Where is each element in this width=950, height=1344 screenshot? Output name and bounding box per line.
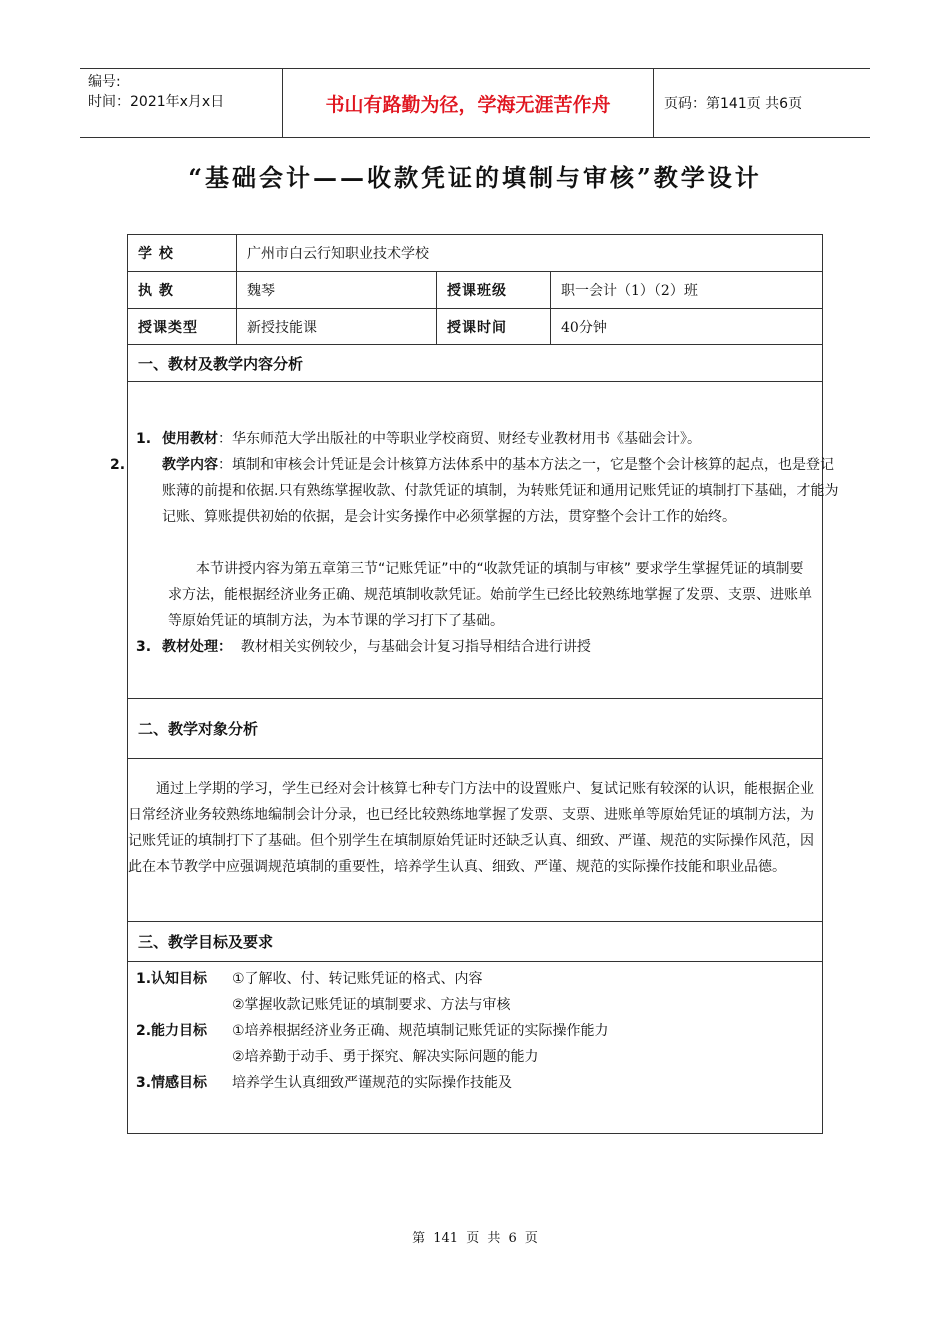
- header-motto: 书山有路勤为径，学海无涯苦作舟: [282, 69, 654, 137]
- serial-label: 编号:: [88, 74, 121, 90]
- section2-body: [128, 759, 822, 922]
- item-3-label: 教材处理：: [162, 639, 232, 655]
- teacher-label: 执 教: [138, 283, 174, 299]
- page-header: [80, 68, 870, 138]
- goal-4-text: ②培养勤于动手、勇于探究、解决实际问题的能力: [232, 1049, 539, 1065]
- goal-5-label: 3.情感目标: [136, 1075, 208, 1091]
- school-row: [128, 235, 822, 272]
- goal-1-label: 1.认知目标: [136, 971, 208, 987]
- item-3-num: 3.: [136, 639, 152, 655]
- teacher-value: 魏琴: [236, 272, 436, 308]
- page-footer: 第 141 页 共 6 页: [412, 1231, 538, 1246]
- time-value: 40分钟: [550, 309, 822, 344]
- item-2-num: 2.: [110, 457, 126, 473]
- goal-4: [136, 1044, 539, 1070]
- item-1-num: 1.: [136, 431, 152, 447]
- item-3: [136, 634, 816, 660]
- goal-1-text: ①了解收、付、转记账凭证的格式、内容: [232, 971, 483, 987]
- section1-para2: 本节讲授内容为第五章第三节“记账凭证”中的“收款凭证的填制与审核” 要求学生掌握凭证的填制要求方法，能根据经济业务正确、规范填制收款凭证。始前学生已经比较熟练地掌握了发票、支票、进账单等原始凭证的填制方法，为本节课的学习打下了基础。: [168, 561, 812, 629]
- lesson-plan-table: [110, 234, 839, 1134]
- section1-heading: 一、教材及教学内容分析: [128, 345, 822, 382]
- section3-body: [128, 962, 822, 1133]
- item-1-text: ：华东师范大学出版社的中等职业学校商贸、财经专业教材用书《基础会计》。: [218, 431, 701, 447]
- header-page-info: 页码：第141页 共6页: [664, 96, 803, 112]
- class-label: 授课班级: [436, 272, 550, 308]
- item-2: [110, 452, 842, 530]
- type-value: 新授技能课: [236, 309, 436, 344]
- section1-body: [110, 382, 839, 699]
- goal-3: [136, 1018, 609, 1044]
- teacher-row: [128, 272, 822, 309]
- header-meta: [80, 69, 280, 137]
- goal-1: [136, 966, 483, 992]
- section3-heading: 三、教学目标及要求: [128, 922, 822, 962]
- item-1: [136, 426, 816, 452]
- time-label: 时间：2021年x月x日: [88, 94, 225, 110]
- section2-text: 通过上学期的学习，学生已经对会计核算七种专门方法中的设置账户、复试记账有较深的认识，能根据企业日常经济业务较熟练地编制会计分录，也已经比较熟练地掌握了发票、支票、进账单等原始凭证的填制方法，为记账凭证的填制打下了基础。但个别学生在填制原始凭证时还缺乏认真、细致、严谨、规范的实际操作风范，因此在本节教学中应强调规范填制的重要性，培养学生认真、细致、严谨、规范的实际操作技能和职业品德。: [128, 781, 814, 875]
- goal-5-text: 培养学生认真细致严谨规范的实际操作技能及: [232, 1075, 512, 1091]
- time-label-cell: 授课时间: [436, 309, 550, 344]
- goal-2-text: ②掌握收款记账凭证的填制要求、方法与审核: [232, 997, 511, 1013]
- school-label: 学 校: [138, 246, 174, 262]
- item-1-label: 使用教材: [162, 431, 218, 447]
- type-row: [128, 309, 822, 345]
- goal-3-text: ①培养根据经济业务正确、规范填制记账凭证的实际操作能力: [232, 1023, 609, 1039]
- class-value: 职一会计（1）（2）班: [550, 272, 822, 308]
- document-title: “基础会计——收款凭证的填制与审核”教学设计: [188, 163, 762, 192]
- school-value: 广州市白云行知职业技术学校: [236, 235, 822, 271]
- goal-5: [136, 1070, 512, 1096]
- goal-2: [136, 992, 511, 1018]
- item-2-text: ：填制和审核会计凭证是会计核算方法体系中的基本方法之一，它是整个会计核算的起点，也是登记账薄的前提和依据.只有熟练掌握收款、付款凭证的填制，为转账凭证和通用记账凭证的填制打下基础，才能为记账、算账提供初始的依据，是会计实务操作中必须掌握的方法，贯穿整个会计工作的始终。: [162, 457, 839, 525]
- item-3-text: 教材相关实例较少，与基础会计复习指导相结合进行讲授: [240, 639, 591, 655]
- section2-heading: 二、教学对象分析: [128, 699, 822, 759]
- item-2-label: 教学内容: [162, 457, 218, 473]
- type-label: 授课类型: [138, 319, 198, 336]
- goal-3-label: 2.能力目标: [136, 1023, 208, 1039]
